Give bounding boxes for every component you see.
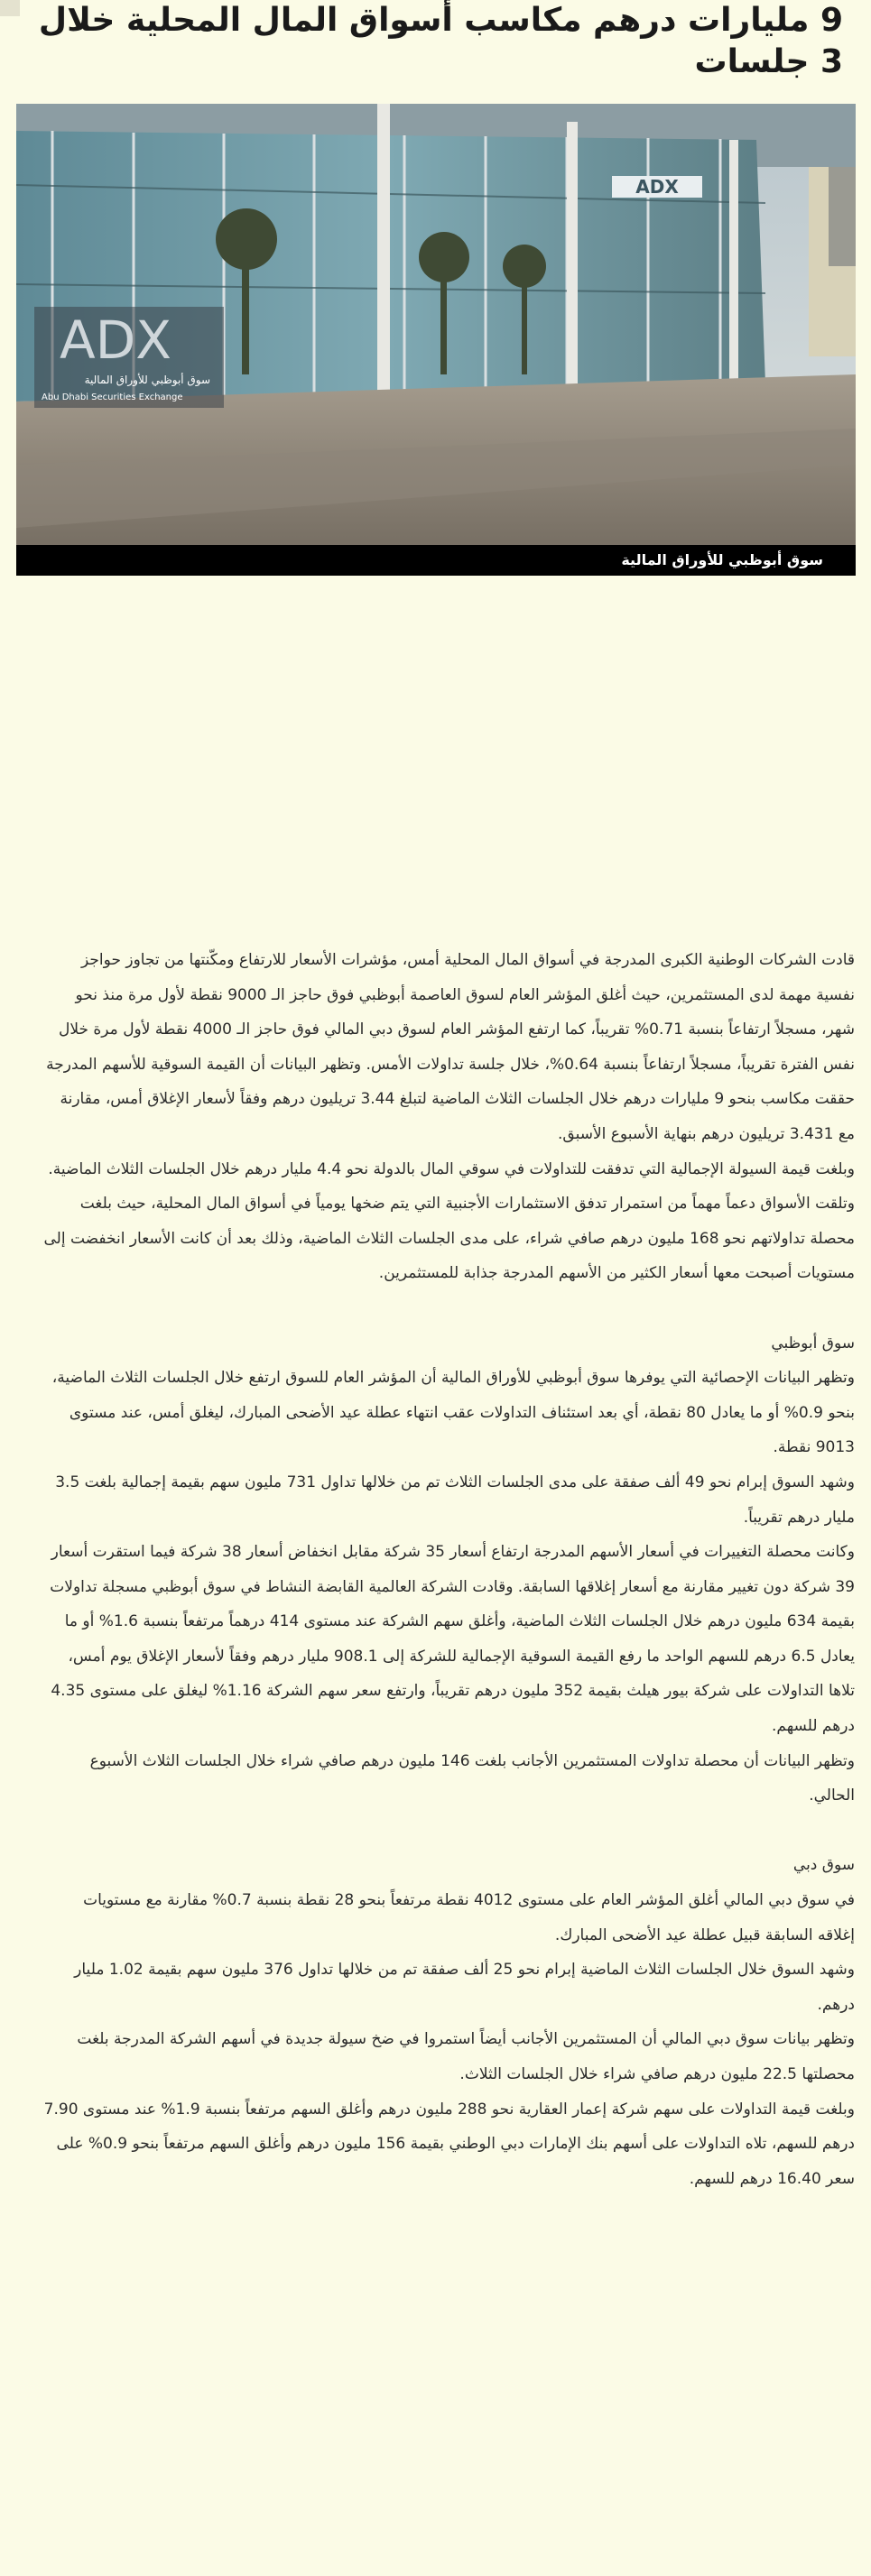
- article-paragraph: وتظهر بيانات سوق دبي المالي أن المستثمرين الأجانب أيضاً استمروا في ضخ سيولة جديدة في أسهم الشركة المدرجة بلغت محصلتها 22.5 مليون درهم صافي شراء خلال الجلسات الثلاث.: [77, 2030, 855, 2083]
- article-paragraph: وكانت محصلة التغييرات في أسعار الأسهم المدرجة ارتفاع أسعار 35 شركة مقابل انخفاض أسعار 38 شركة فيما استقرت أسعار 39 شركة دون تغيير مقارنة مع أسعار إغلاقها السابقة. وقادت الشركة العالمية القابضة النشاط في سوق أبوظبي مسجلة تداولات بقيمة 634 مليون درهم خلال الجلسات الثلاث الماضية، وأغلق سهم الشركة عند مستوى 414 درهماً مرتفعاً بنسبة 1.6% أو ما يعادل 6.5 درهم للسهم الواحد ما رفع القيمة السوقية الإجمالية للشركة إلى 908.1 مليار درهم وفقاً لأسعار الإغلاق يوم أمس، تلاها التداولات على شركة بيور هيلث بقيمة 352 مليون درهم تقريباً، وارتفع سعر سهم الشركة 1.16% ليغلق على مستوى 4.35 درهم للسهم.: [50, 1543, 855, 1736]
- adx-logo-english: Abu Dhabi Securities Exchange: [42, 392, 183, 402]
- paragraph-gap: [42, 1291, 855, 1326]
- image-caption: سوق أبوظبي للأوراق المالية: [16, 545, 856, 576]
- hero-image: [16, 104, 856, 576]
- corner-mark: [0, 0, 20, 16]
- article-body: [42, 943, 855, 2196]
- page-title: 9 مليارات درهم مكاسب أسواق المال المحلية خلال 3 جلسات: [38, 2, 843, 80]
- adx-building-photo: [16, 104, 856, 576]
- section-heading-adx: سوق أبوظبي: [771, 1334, 855, 1353]
- adx-logo-arabic: سوق أبوظبي للأوراق المالية: [84, 374, 210, 386]
- article-paragraph: وتظهر البيانات الإحصائية التي يوفرها سوق أبوظبي للأوراق المالية أن المؤشر العام للسوق ارتفع خلال الجلسات الثلاث الماضية، بنحو 0.9% أو ما يعادل 80 نقطة، أي بعد استئناف التداولات عقب انتهاء عطلة عيد الأضحى المبارك، ليغلق أمس، عند مستوى 9013 نقطة.: [51, 1369, 855, 1457]
- adx-logo-text: ADX: [59, 309, 172, 371]
- article-paragraph: وشهد السوق خلال الجلسات الثلاث الماضية إبرام نحو 25 ألف صفقة تم من خلالها تداول 376 مليون سهم بقيمة 1.02 مليار درهم.: [74, 1961, 855, 2014]
- article-paragraph: وشهد السوق إبرام نحو 49 ألف صفقة على مدى الجلسات الثلاث تم من خلالها تداول 731 مليون سهم بقيمة إجمالية بلغت 3.5 مليار درهم تقريباً.: [55, 1473, 855, 1527]
- article-paragraph: في سوق دبي المالي أغلق المؤشر العام على مستوى 4012 نقطة مرتفعاً بنحو 28 نقطة بنسبة 0.7% مقارنة مع مستويات إغلاقه السابقة قبيل عطلة عيد الأضحى المبارك.: [83, 1891, 855, 1944]
- article-paragraph: قادت الشركات الوطنية الكبرى المدرجة في أسواق المال المحلية أمس، مؤشرات الأسعار للارتفاع ومكّنتها من تجاوز حواجز نفسية مهمة لدى المستثمرين، حيث أغلق المؤشر العام لسوق العاصمة أبوظبي فوق حاجز الـ 9000 نقطة لأول مرة منذ نحو شهر، مسجلاً ارتفاعاً بنسبة 0.71% تقريباً، كما ارتفع المؤشر العام لسوق دبي المالي فوق حاجز الـ 4000 نقطة لأول مرة خلال نفس الفترة تقريباً، مسجلاً ارتفاعاً بنسبة 0.64%، خلال جلسة تداولات الأمس. وتظهر البيانات أن القيمة السوقية للأسهم المدرجة حققت مكاسب بنحو 9 مليارات درهم خلال الجلسات الثلاث الماضية لتبلغ 3.44 تريليون درهم وفقاً لأسعار الإغلاق أمس، مقارنة مع 3.431 تريليون درهم بنهاية الأسبوع الأسبق.: [46, 951, 855, 1143]
- adx-sign-text: ADX: [635, 176, 679, 198]
- paragraph-gap: [42, 1814, 855, 1849]
- section-heading-dfm: سوق دبي: [792, 1856, 855, 1875]
- article-paragraph: وبلغت قيمة السيولة الإجمالية التي تدفقت للتداولات في سوقي المال بالدولة نحو 4.4 مليار درهم خلال الجلسات الثلاث الماضية.: [48, 1159, 855, 1178]
- article-paragraph: وبلغت قيمة التداولات على سهم شركة إعمار العقارية نحو 288 مليون درهم وأغلق السهم مرتفعاً بنسبة 1.9% عند مستوى 7.90 درهم للسهم، تلاه التداولات على أسهم بنك الإمارات دبي الوطني بقيمة 156 مليون درهم وأغلق السهم مرتفعاً بنحو 0.9% على سعر 16.40 درهم للسهم.: [43, 2100, 855, 2188]
- article-paragraph: وتلقت الأسواق دعماً مهماً من استمرار تدفق الاستثمارات الأجنبية التي يتم ضخها يومياً في أسواق المال المحلية، حيث بلغت محصلة تداولاتهم نحو 168 مليون درهم صافي شراء، على مدى الجلسات الثلاث الماضية، وذلك بعد أن كانت الأسعار انخفضت إلى مستويات أصبحت معها أسعار الكثير من الأسهم المدرجة جذابة للمستثمرين.: [43, 1195, 855, 1283]
- adx-logo: [34, 307, 224, 408]
- article-paragraph: وتظهر البيانات أن محصلة تداولات المستثمرين الأجانب بلغت 146 مليون درهم صافي شراء خلال الجلسات الثلاث الأسبوع الحالي.: [89, 1751, 855, 1805]
